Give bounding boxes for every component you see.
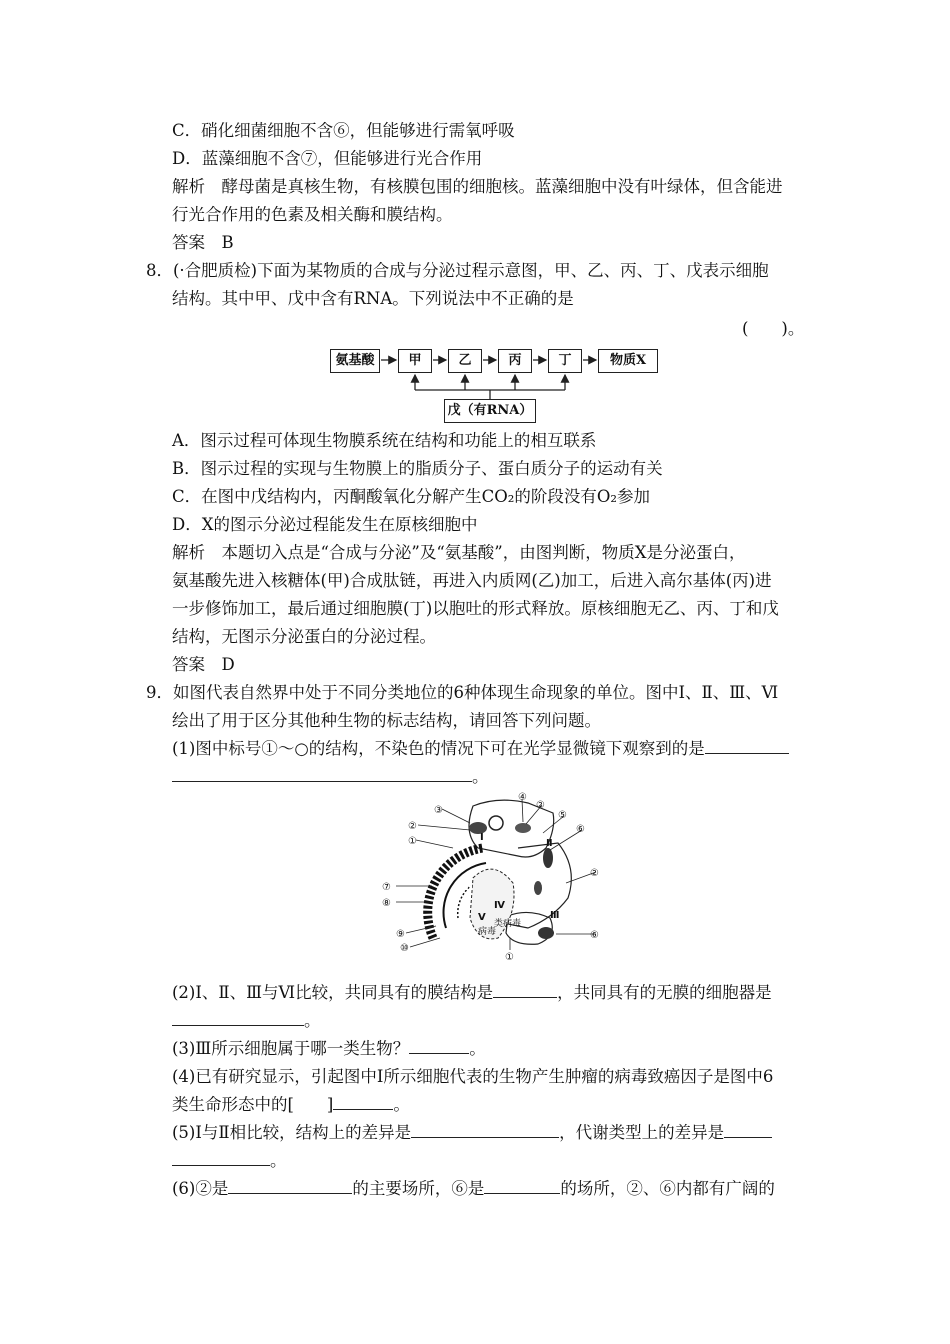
q9-part6-text-c: 的场所，②、⑥内都有广阔的 <box>560 1179 775 1198</box>
label-roman-5: Ⅴ <box>478 912 486 923</box>
box-wu: 戊（有RNA） <box>444 399 536 423</box>
q9-part4-line2 <box>172 1094 410 1116</box>
label-viroid: 类病毒 <box>494 919 522 929</box>
q9-part6-line1 <box>172 1178 775 1200</box>
label-n4: ④ <box>518 792 527 803</box>
q9-part2-end: 。 <box>304 1011 321 1030</box>
box-jia: 甲 <box>398 349 432 373</box>
q8-answer: 答案 D <box>172 655 235 674</box>
q8-analysis-line3: 一步修饰加工，最后通过细胞膜(丁)以胞吐的形式释放。原核细胞无乙、丙、丁和戊 <box>172 599 779 618</box>
q9-part2-blank-b[interactable] <box>172 1010 304 1026</box>
q7-option-c: C．硝化细菌细胞不含⑥，但能够进行需氧呼吸 <box>172 121 515 140</box>
q9-part1-end: 。 <box>472 767 489 786</box>
q8-analysis-line4: 结构，无图示分泌蛋白的分泌过程。 <box>172 627 436 646</box>
label-n10: ⑩ <box>400 943 409 954</box>
q9-part3-end: 。 <box>469 1039 486 1058</box>
q9-part6-text-a: (6)②是 <box>172 1179 229 1198</box>
label-n6-top: ⑥ <box>576 824 585 835</box>
q8-answer-bracket: ( )。 <box>742 319 805 338</box>
label-n2-right: ② <box>590 868 599 879</box>
box-yi: 乙 <box>448 349 482 373</box>
label-roman-6: Ⅵ <box>462 882 473 893</box>
label-n1-left: ① <box>408 836 417 847</box>
label-n5: ⑤ <box>558 810 567 821</box>
q9-stem-line2: 绘出了用于区分其他种生物的标志结构，请回答下列问题。 <box>172 711 601 730</box>
q9-part3-line <box>172 1038 486 1060</box>
q8-analysis-line1: 解析 本题切入点是“合成与分泌”及“氨基酸”，由图判断，物质X是分泌蛋白， <box>172 543 746 562</box>
q9-part1-blank-a[interactable] <box>705 738 789 754</box>
q9-part3-blank[interactable] <box>409 1038 469 1054</box>
organelle-3 <box>515 823 531 833</box>
q9-part4-end: 。 <box>393 1095 410 1114</box>
q9-part5-line2 <box>172 1150 287 1172</box>
label-roman-2: Ⅱ <box>546 838 553 849</box>
q9-part5-end: 。 <box>270 1151 287 1170</box>
q9-stem-line1: 9．如图代表自然界中处于不同分类地位的6种体现生命现象的单位。图中Ⅰ、Ⅱ、Ⅲ、Ⅵ <box>146 683 779 702</box>
box-ding: 丁 <box>548 349 582 373</box>
q8-option-b: B．图示过程的实现与生物膜上的脂质分子、蛋白质分子的运动有关 <box>172 459 663 478</box>
q9-part5-blank-a[interactable] <box>411 1122 559 1138</box>
q7-answer: 答案 B <box>172 233 234 252</box>
box-bing: 丙 <box>498 349 532 373</box>
organelle-4 <box>543 848 553 868</box>
q9-part5-blank-b[interactable] <box>724 1122 772 1138</box>
label-n3: ③ <box>434 805 443 816</box>
label-n1-bottom: ① <box>505 952 514 960</box>
q9-part1-text: (1)图中标号①～○的结构，不染色的情况下可在光学显微镜下观察到的是 <box>172 739 705 758</box>
q8-stem-line1: 8．(·合肥质检)下面为某物质的合成与分泌过程示意图，甲、乙、丙、丁、戊表示细胞 <box>146 261 769 280</box>
q9-part4-blank[interactable] <box>333 1094 393 1110</box>
label-n2-top: ② <box>536 800 545 811</box>
q9-part5-text-b: ，代谢类型上的差异是 <box>559 1123 725 1142</box>
label-roman-1: Ⅰ <box>480 832 484 843</box>
q9-part2-text-a: (2)Ⅰ、Ⅱ、Ⅲ与Ⅵ比较，共同具有的膜结构是 <box>172 983 494 1002</box>
q7-option-d: D．蓝藻细胞不含⑦，但能够进行光合作用 <box>172 149 483 168</box>
q8-option-c: C．在图中戊结构内，丙酮酸氧化分解产生CO₂的阶段没有O₂参加 <box>172 487 651 506</box>
q9-part5-text-a: (5)Ⅰ与Ⅱ相比较，结构上的差异是 <box>172 1123 412 1142</box>
label-roman-3: Ⅲ <box>550 910 560 921</box>
q7-analysis-line1: 解析 酵母菌是真核生物，有核膜包围的细胞核。蓝藻细胞中没有叶绿体，但含能进 <box>172 177 783 196</box>
organelle-6 <box>538 927 554 939</box>
q9-life-forms-figure <box>378 788 608 960</box>
q9-part1-line2 <box>172 766 489 788</box>
label-n6-bottom: ⑥ <box>590 930 599 941</box>
q9-part2-line2 <box>172 1010 321 1032</box>
organelle-5 <box>534 881 542 895</box>
label-roman-4: Ⅳ <box>494 900 505 911</box>
label-n7: ⑦ <box>382 882 391 893</box>
q9-part4-line1: (4)已有研究显示，引起图中Ⅰ所示细胞代表的生物产生肿瘤的病毒致癌因子是图中6 <box>172 1067 774 1086</box>
label-n9: ⑨ <box>396 929 405 940</box>
q8-option-d: D．X的图示分泌过程能发生在原核细胞中 <box>172 515 478 534</box>
q9-part2-line1 <box>172 982 772 1004</box>
q9-part5-line1 <box>172 1122 772 1144</box>
q7-analysis-line2: 行光合作用的色素及相关酶和膜结构。 <box>172 205 453 224</box>
q9-part2-text-b: ，共同具有的无膜的细胞器是 <box>557 983 772 1002</box>
q8-analysis-line2: 氨基酸先进入核糖体(甲)合成肽链，再进入内质网(乙)加工，后进入高尔基体(丙)进 <box>172 571 772 590</box>
label-virus: 病毒 <box>478 927 497 937</box>
q9-part1-blank-b[interactable] <box>172 766 472 782</box>
organelle-1 <box>469 822 487 834</box>
q9-part2-blank-a[interactable] <box>493 982 557 998</box>
organelle-2 <box>489 816 503 830</box>
q9-part5-blank-c[interactable] <box>172 1150 270 1166</box>
q8-option-a: A．图示过程可体现生物膜系统在结构和功能上的相互联系 <box>172 431 597 450</box>
q9-part1-line1 <box>172 738 789 760</box>
q9-part6-blank-b[interactable] <box>484 1178 560 1194</box>
q9-part6-blank-a[interactable] <box>228 1178 352 1194</box>
q9-part6-text-b: 的主要场所，⑥是 <box>352 1179 485 1198</box>
q9-part4-text: 类生命形态中的[ ] <box>172 1095 334 1114</box>
box-amino-acid: 氨基酸 <box>330 349 380 373</box>
label-n8: ⑧ <box>382 898 391 909</box>
label-n2-left: ② <box>408 821 417 832</box>
box-substance-x: 物质X <box>598 349 658 373</box>
q9-part3-text: (3)Ⅲ所示细胞属于哪一类生物？ <box>172 1039 410 1058</box>
q8-stem-line2: 结构。其中甲、戊中含有RNA。下列说法中不正确的是 <box>172 289 574 308</box>
